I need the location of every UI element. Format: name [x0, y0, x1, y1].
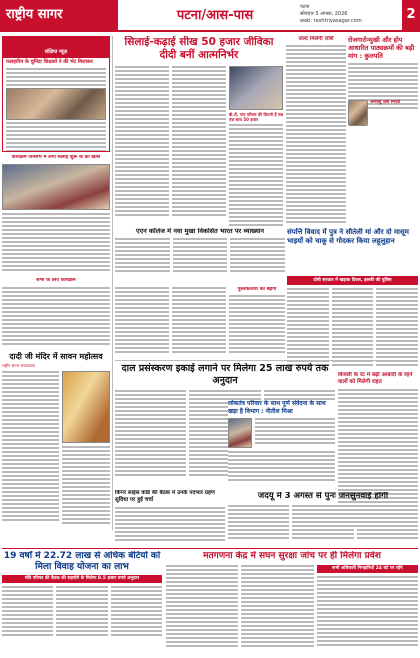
property-feud-headline: संपत्ति विवाद में पुत्र ने सौतेली मां और दो मासूम भाइयों को चाकू से गोदकर किया लहूलुहान: [287, 228, 409, 245]
left-article-1-body: [6, 68, 106, 86]
masthead-rule: [0, 30, 420, 32]
library-body-2: [172, 287, 226, 355]
profile-name: अनीसू उस मिर्ज़ा: [370, 100, 401, 105]
property-feud-body-col1: [287, 288, 329, 368]
left-article-4-dateline: राष्ट्रीय सागर संवाददाता: [2, 363, 36, 369]
electricity-headline: बिजली के रेट में बढ़ी आबादी के रहने वालों को मिलेगी राहत: [338, 372, 413, 385]
col3-top-body: [286, 45, 346, 223]
library-headline: पुस्तकालयों की बढ़ेगी: [237, 287, 277, 292]
main-story: [115, 36, 283, 226]
main-story-headline: सिलाई-कढ़ाई सीख 50 हजार जीविका दीदी बनीं आत्मनिर्भर: [124, 36, 274, 61]
property-feud-body-col3: [376, 288, 418, 368]
meeting-story: [115, 490, 225, 546]
property-feud-body: [287, 288, 418, 368]
marriage-scheme-story: [2, 551, 162, 656]
minister-headline: लोकतंत्र परिवार के साथ पूर्ण संवेदना के साथ खड़ा है विभाग : नीतीश मिश्रा: [228, 400, 326, 415]
left-article-2-photo: [2, 164, 110, 210]
left-article-2-headline: कार्यक्रम जनसभ में लगी सलाह शुरू के की खास: [11, 155, 101, 160]
profile-photo: [348, 100, 368, 126]
col3-top-headline: जल्द मिलेगी राशि: [298, 36, 334, 42]
jdu-hearing-headline: जदयू में 3 अगस्त से पुनः जनसुनवाई होगी: [257, 492, 389, 501]
dal-processing-body-1: [115, 390, 186, 478]
main-story-body: [115, 66, 169, 226]
marriage-scheme-body-1: [2, 586, 53, 638]
jdu-hearing-body-1: [228, 505, 289, 541]
left-article-1-photo: [6, 88, 106, 120]
profile-card: [348, 100, 418, 136]
mid-rule: [115, 360, 418, 361]
jdu-hearing-story: [228, 492, 418, 546]
edition-web: web: rashtriyasagar.com: [300, 18, 362, 24]
main-story-body-3: [229, 124, 283, 226]
counting-centre-subhead: सभी अधिकारी निगहारियों 24 घंटे पर रहेंगे: [317, 565, 418, 573]
minister-body: [255, 418, 335, 448]
main-story-body-2: [172, 66, 226, 226]
counting-centre-body-2: [241, 565, 313, 649]
marriage-scheme-headline: 19 वर्षों में 22.72 लाख से अधिक बेटियों को मिला विवाह योजना का लाभ: [3, 551, 161, 572]
newspaper-brand: राष्ट्रीय सागर: [0, 0, 118, 30]
meeting-body: [115, 507, 225, 541]
marriage-scheme-subhead: मंत्रि परिषद की बैठक की सहयोगे के मिलेगा 8.5 हजार रुपये अनुदान: [2, 575, 162, 583]
left-article-4-body-2: [62, 446, 110, 524]
library-body-3: [229, 295, 285, 353]
marriage-scheme-body-2: [56, 586, 107, 638]
left-article-4: [2, 352, 110, 524]
left-article-2-body: [2, 213, 110, 271]
an-college-story: [115, 228, 285, 284]
an-college-body-2: [173, 238, 228, 274]
left-article-2: [2, 155, 110, 275]
property-feud-subhead-text: दोषी सरकार में खड़ाक दिवस, इसकी की पुलिस: [313, 278, 392, 283]
left-article-3: [2, 278, 110, 348]
left-article-4-body: [2, 371, 59, 524]
edition-city: पटना: [300, 4, 310, 10]
left-article-1-headline: फलहारिन के चुनिंदा शिक्षकों ने की भेंट मिलाकर: [6, 59, 93, 65]
counting-centre-body-3: [317, 576, 418, 646]
counting-centre-body-1: [166, 565, 238, 649]
edition-date: सोमवार 3 अगस्त, 2026: [300, 11, 348, 17]
marriage-scheme-body-3: [111, 586, 162, 638]
library-story: [115, 287, 285, 357]
left-article-3-body: [2, 287, 110, 345]
meeting-headline: किंगर साइंस कॉर्ड की बैठक में उनके पदभार ग्रहण सुविधा पर हुई चर्चा: [115, 490, 215, 503]
column-divider: [112, 36, 113, 530]
jdu-hearing-body-2: [292, 505, 353, 541]
property-feud-subhead: [287, 276, 418, 285]
an-college-body: [115, 238, 170, 274]
an-college-headline: एएन कॉलेज में नवा मुखा विकसित भारत पर व्याख्यान: [135, 228, 265, 235]
dal-processing-headline: दाल प्रसंस्करण इकाई लगाने पर मिलेगा 25 लाख रुपये तक अनुदान: [121, 363, 329, 386]
left-article-3-headline: सभी के लिए कार्यक्रम: [36, 278, 76, 283]
left-box-kicker: संक्षिप्त न्यूज़: [41, 48, 71, 56]
minister-story: [228, 400, 335, 488]
property-feud-body-col2: [332, 288, 374, 368]
counting-centre-headline: मतगणना केंद्र में सघन सुरक्षा जांच पर ही मिलेगा प्रवेश: [203, 551, 381, 561]
counting-centre-story: [166, 551, 418, 656]
property-feud-story: [287, 228, 418, 274]
masthead: [0, 0, 420, 30]
bottom-rule: [2, 548, 418, 549]
jdu-hearing-body-3: [357, 505, 418, 541]
left-article-4-headline: दादी जी मंदिर में सावन महोत्सव: [9, 352, 103, 361]
page-number: 2: [402, 0, 420, 30]
library-body: [115, 287, 169, 355]
left-article-1-body-2: [6, 122, 106, 152]
an-college-body-3: [230, 238, 285, 274]
left-article-4-photo: [62, 371, 110, 443]
main-story-photo: [229, 66, 283, 110]
university-story-headline: रोजगारोन्मुखी और होप आधारित पाठ्यक्रमों की बढ़ी मांग : कुलपति: [348, 36, 415, 60]
left-news-box: [2, 36, 110, 152]
minister-photo: [228, 418, 252, 448]
minister-body-2: [228, 451, 335, 481]
col3-top-story: [286, 36, 346, 226]
edition-meta: [300, 4, 400, 25]
main-story-caption: बी.टी. गांव परिवार की कितनी हैं सब एक साथ 50 हजार: [229, 112, 283, 122]
section-title: पटना/आस-पास: [176, 8, 254, 23]
